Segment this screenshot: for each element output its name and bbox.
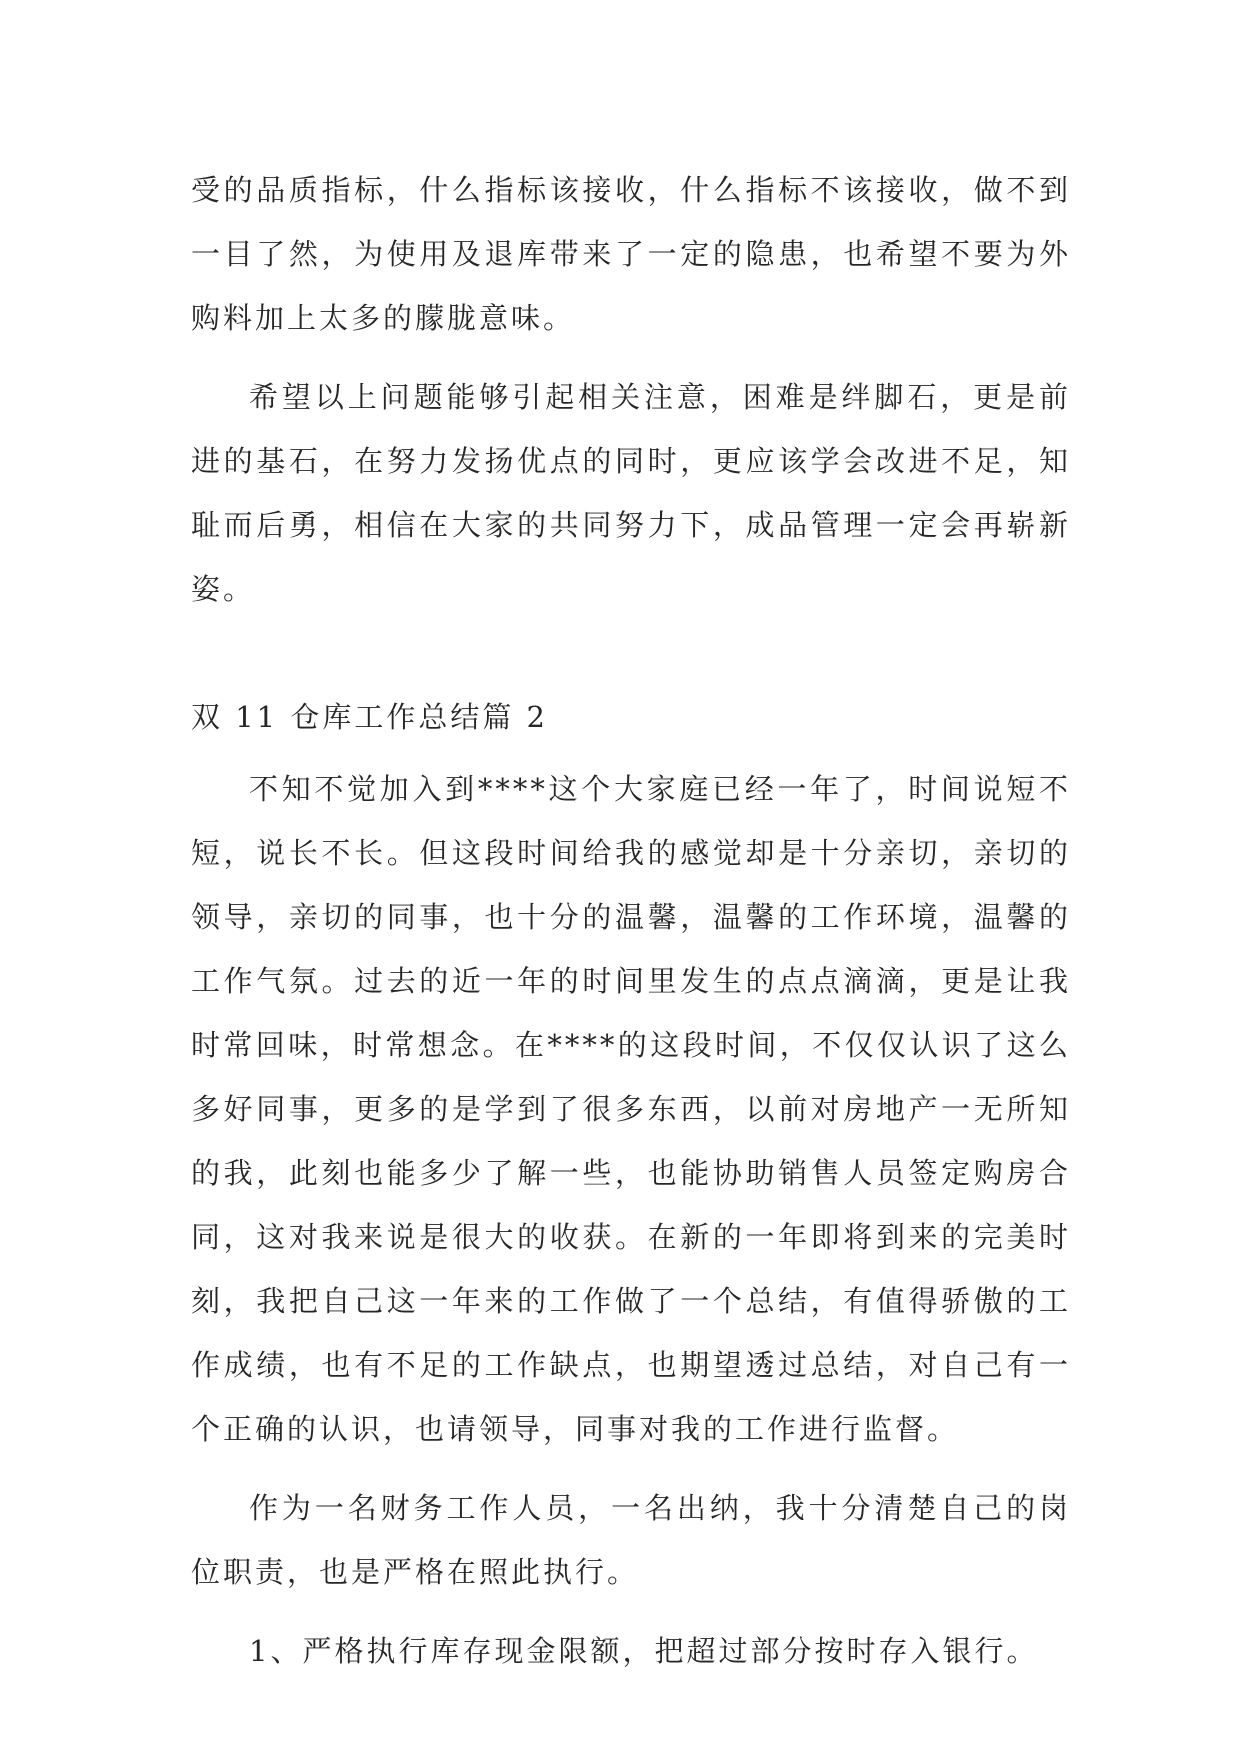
paragraph-conclusion: 希望以上问题能够引起相关注意，困难是绊脚石，更是前进的基石，在努力发扬优点的同时，更应该学会改进不足，知耻而后勇，相信在大家的共同努力下，成品管理一定会再崭新姿。	[191, 380, 1071, 606]
paragraph-intro: 不知不觉加入到****这个大家庭已经一年了，时间说短不短，说长不长。但这段时间给我的感觉却是十分亲切，亲切的领导，亲切的同事，也十分的温馨，温馨的工作环境，温馨的工作气氛。过去的近一年的时间里发生的点点滴滴，更是让我时常回味，时常想念。在****的这段时间，不仅仅认识了这么多好同事，更多的是学到了很多东西，以前对房地产一无所知的我，此刻也能多少了解一些，也能协助销售人员签定购房合同，这对我来说是很大的收获。在新的一年即将到来的完美时刻，我把自己这一年来的工作做了一个总结，有值得骄傲的工作成绩，也有不足的工作缺点，也期望透过总结，对自己有一个正确的认识，也请领导，同事对我的工作进行监督。	[191, 772, 1071, 1446]
document-body	[191, 158, 1071, 1683]
section-title: 双 11 仓库工作总结篇 2	[191, 700, 549, 734]
list-item: 1、严格执行库存现金限额，把超过部分按时存入银行。	[249, 1634, 1039, 1668]
paragraph-continued: 受的品质指标，什么指标该接收，什么指标不该接收，做不到一目了然，为使用及退库带来了一定的隐患，也希望不要为外购料加上太多的朦胧意味。	[191, 173, 1071, 335]
paragraph-duties: 作为一名财务工作人员，一名出纳，我十分清楚自己的岗位职责，也是严格在照此执行。	[191, 1491, 1071, 1589]
